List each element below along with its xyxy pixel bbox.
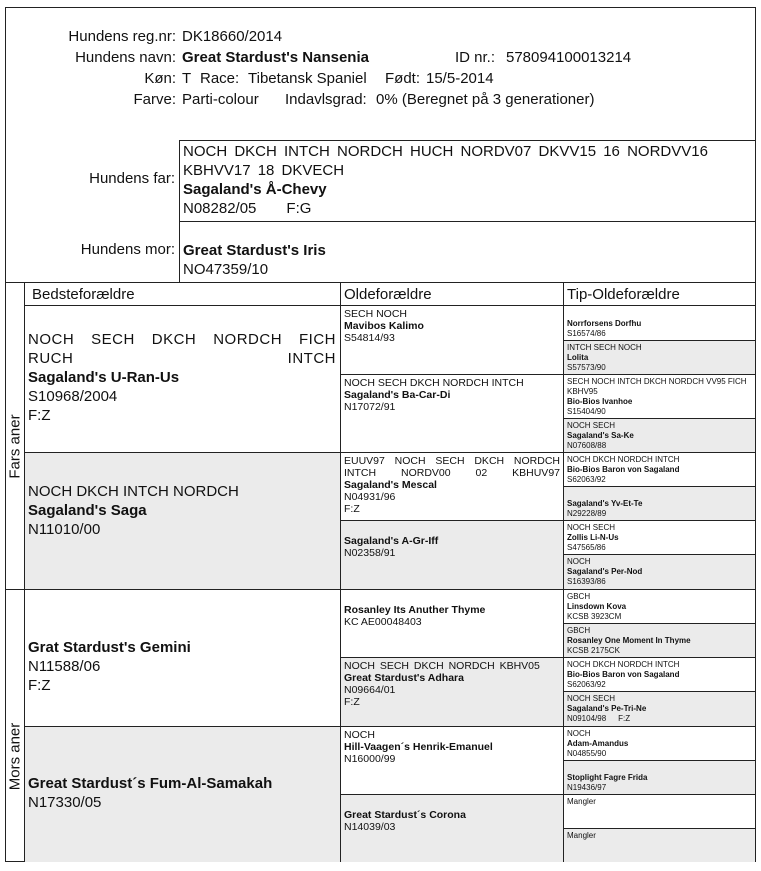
col-header-greatgreat: Tip-Oldeforældre (567, 286, 680, 303)
father-titles: NOCH DKCH INTCH NORDCH HUCH NORDV07 DKVV15 16 NORDVV16 KBHVV17 18 DKVECH (183, 143, 708, 179)
grandparent-name: Great Stardust´s Fum-Al-Samakah (28, 775, 273, 792)
ancestor-reg: S62063/92 (567, 680, 606, 689)
great-great-grandparent-cell (564, 555, 755, 589)
great-great-grandparent-cell (564, 521, 755, 554)
ancestor-titles: GBCH (567, 626, 591, 635)
mother-reg: NO47359/10 (183, 261, 269, 278)
great-grandparent-cell (341, 590, 563, 657)
great-grandparent-cell (341, 521, 563, 589)
great-great-grandparent-cell (564, 692, 755, 726)
ancestor-reg: S16574/86 (567, 329, 606, 338)
ancestor-name: Sagaland's Sa-Ke (567, 431, 634, 440)
ancestor-titles: Mangler (567, 831, 596, 840)
ancestor-name: Stoplight Fagre Frida (567, 773, 648, 782)
great-grandparent-cell (341, 375, 563, 452)
ancestor-name: Linsdown Kova (567, 602, 627, 611)
ancestor-reg: KCSB 2175CK (567, 646, 620, 655)
ancestor-reg: S57573/90 (567, 363, 606, 372)
father-label: Hundens far: (89, 170, 175, 187)
grandparent-name: Sagaland's Saga (28, 502, 147, 519)
ancestor-titles: INTCH SECH NOCH (567, 343, 642, 352)
grandparent-reg: N17330/05 (28, 794, 102, 811)
great-great-grandparent-cell (564, 341, 755, 374)
mother-name: Great Stardust's Iris (183, 242, 326, 259)
ancestor-reg: N09664/01 (344, 684, 396, 696)
dog-name: Great Stardust's Nansenia (182, 49, 369, 66)
name-label: Hundens navn: (75, 49, 176, 66)
ancestor-name: Zollis Li-N-Us (567, 533, 619, 542)
ancestor-reg: N16000/99 (344, 753, 396, 765)
ancestor-name: Sagaland's Pe-Tri-Ne (567, 704, 647, 713)
great-great-grandparent-cell (564, 658, 755, 691)
ancestor-reg: N09104/98 (567, 714, 607, 723)
grandparent-reg: S10968/2004 (28, 388, 118, 405)
ancestor-extra: F:Z (344, 503, 360, 515)
great-grandparent-cell (341, 727, 563, 794)
great-great-grandparent-cell (564, 590, 755, 623)
ancestor-reg: N29228/89 (567, 509, 607, 518)
ancestor-titles: NOCH DKCH NORDCH INTCH (567, 660, 680, 669)
grandparent-reg: N11010/00 (28, 521, 101, 538)
grandparent-reg: N11588/06 (28, 658, 101, 675)
ancestor-reg: N02358/91 (344, 547, 396, 559)
ancestor-reg: KC AE00048403 (344, 616, 422, 628)
ancestor-name: Bio-Bios Baron von Sagaland (567, 465, 680, 474)
id-value: 578094100013214 (506, 49, 632, 66)
ancestor-reg: N04855/90 (567, 749, 607, 758)
born-label: Født: (385, 70, 421, 87)
great-great-grandparent-cell (564, 727, 755, 760)
great-great-grandparent-cell (564, 307, 755, 340)
sex-value: T (182, 70, 192, 87)
ancestor-titles: NOCH SECH (567, 421, 616, 430)
ancestor-name: Lolita (567, 353, 589, 362)
great-great-grandparent-cell (564, 375, 755, 418)
great-great-grandparent-cell (564, 829, 755, 862)
ancestor-name: Great Stardust's Adhara (344, 672, 464, 684)
id-label: ID nr.: (455, 49, 496, 66)
ancestor-name: Adam-Amandus (567, 739, 629, 748)
ancestor-titles (567, 763, 752, 773)
ancestor-name: Bio-Bios Baron von Sagaland (567, 670, 680, 679)
ancestor-name: Bio-Bios Ivanhoe (567, 397, 633, 406)
ancestor-name: Sagaland's A-Gr-Iff (344, 535, 439, 547)
great-great-grandparent-cell (564, 453, 755, 486)
born-value: 15/5-2014 (426, 70, 494, 87)
ancestor-name: Norrforsens Dorfhu (567, 319, 642, 328)
ancestor-name: Sagaland's Per-Nod (567, 567, 643, 576)
ancestor-titles: NOCH (344, 729, 375, 741)
great-grandparent-cell (341, 795, 563, 862)
ancestor-name: Great Stardust´s Corona (344, 809, 466, 821)
ancestor-extra: F:Z (344, 696, 360, 708)
grandparent-cell (25, 727, 340, 862)
color-label: Farve: (133, 91, 176, 108)
ancestor-name: Mavibos Kalimo (344, 320, 424, 332)
grandparent-extra: F:Z (28, 407, 51, 424)
grandparent-titles: NOCH SECH DKCH NORDCH FICH RUCH INTCH (28, 331, 336, 367)
ancestor-extra: F:Z (618, 714, 631, 723)
reg-value: DK18660/2014 (182, 28, 283, 45)
ancestor-titles: NOCH SECH DKCH NORDCH KBHV05 (344, 660, 540, 672)
col-header-grandparents: Bedsteforældre (32, 286, 135, 303)
ancestor-reg: N04931/96 (344, 491, 396, 503)
grandparent-cell (25, 306, 340, 452)
ancestor-titles: Mangler (567, 797, 596, 806)
ancestor-reg: KCSB 3923CM (567, 612, 622, 621)
great-grandparent-cell (341, 453, 563, 520)
ancestor-titles: NOCH SECH DKCH NORDCH INTCH (344, 377, 524, 389)
grandparent-titles: NOCH DKCH INTCH NORDCH (28, 483, 239, 500)
great-great-grandparent-cell (564, 419, 755, 452)
great-grandparent-cell (341, 306, 563, 374)
ancestor-titles: NOCH (567, 557, 591, 566)
ancestor-name: Hill-Vaagen´s Henrik-Emanuel (344, 741, 493, 753)
ancestor-titles: SECH NOCH (344, 308, 408, 320)
father-extra: F:G (286, 200, 312, 217)
ancestor-name: Sagaland's Yv-Et-Te (567, 499, 643, 508)
inbreeding-label: Indavlsgrad: (285, 91, 367, 108)
inbreeding-value: 0% (Beregnet på 3 generationer) (376, 91, 595, 108)
great-great-grandparent-cell (564, 624, 755, 657)
ancestor-titles: NOCH SECH (567, 694, 616, 703)
ancestor-name: Sagaland's Ba-Car-Di (344, 389, 451, 401)
great-great-grandparent-cell (564, 487, 755, 520)
ancestor-titles (567, 309, 752, 319)
ancestor-reg: N19436/97 (567, 783, 607, 792)
ancestor-reg: S62063/92 (567, 475, 606, 484)
ancestor-titles: GBCH (567, 592, 591, 601)
ancestor-reg: N17072/91 (344, 401, 396, 413)
reg-label: Hundens reg.nr: (68, 28, 176, 45)
ancestor-reg: N14039/03 (344, 821, 396, 833)
sex-label: Køn: (144, 70, 176, 87)
great-great-grandparent-cell (564, 761, 755, 794)
col-header-great: Oldeforældre (344, 286, 432, 303)
race-label: Race: (200, 70, 240, 87)
ancestor-name: Rosanley One Moment In Thyme (567, 636, 691, 645)
ancestor-titles: NOCH SECH (567, 523, 616, 532)
grandparent-extra: F:Z (28, 677, 51, 694)
ancestor-reg: S47565/86 (567, 543, 606, 552)
father-reg: N08282/05 (183, 200, 257, 217)
ancestor-titles: NOCH DKCH NORDCH INTCH (567, 455, 680, 464)
fars-aner-label: Fars aner (6, 414, 24, 479)
great-grandparent-cell (341, 658, 563, 726)
race-value: Tibetansk Spaniel (248, 70, 367, 87)
ancestor-titles: EUUV97 NOCH SECH DKCH NORDCH INTCH NORDV00 02 KBHUV97 (344, 455, 560, 479)
ancestor-reg: S16393/86 (567, 577, 606, 586)
ancestor-name: Rosanley Its Anuther Thyme (344, 604, 486, 616)
ancestor-reg: N07608/88 (567, 441, 607, 450)
ancestor-reg: S54814/93 (344, 332, 395, 344)
ancestor-titles: NOCH (567, 729, 591, 738)
mors-aner-label: Mors aner (6, 722, 24, 791)
ancestor-titles (567, 489, 752, 499)
ancestor-name: Sagaland's Mescal (344, 479, 437, 491)
grandparent-cell (25, 453, 340, 589)
mother-card (183, 241, 755, 281)
father-card (183, 142, 755, 220)
grandparent-name: Grat Stardust's Gemini (28, 639, 191, 656)
great-great-grandparent-cell (564, 795, 755, 828)
ancestor-titles: SECH NOCH INTCH DKCH NORDCH VV95 FICH KBHV95 (567, 377, 747, 396)
mother-label: Hundens mor: (80, 241, 175, 258)
color-value: Parti-colour (182, 91, 259, 108)
ancestor-reg: S15404/90 (567, 407, 606, 416)
grandparent-cell (25, 590, 340, 726)
grandparent-name: Sagaland's U-Ran-Us (28, 369, 180, 386)
father-name: Sagaland's Å-Chevy (183, 181, 327, 198)
